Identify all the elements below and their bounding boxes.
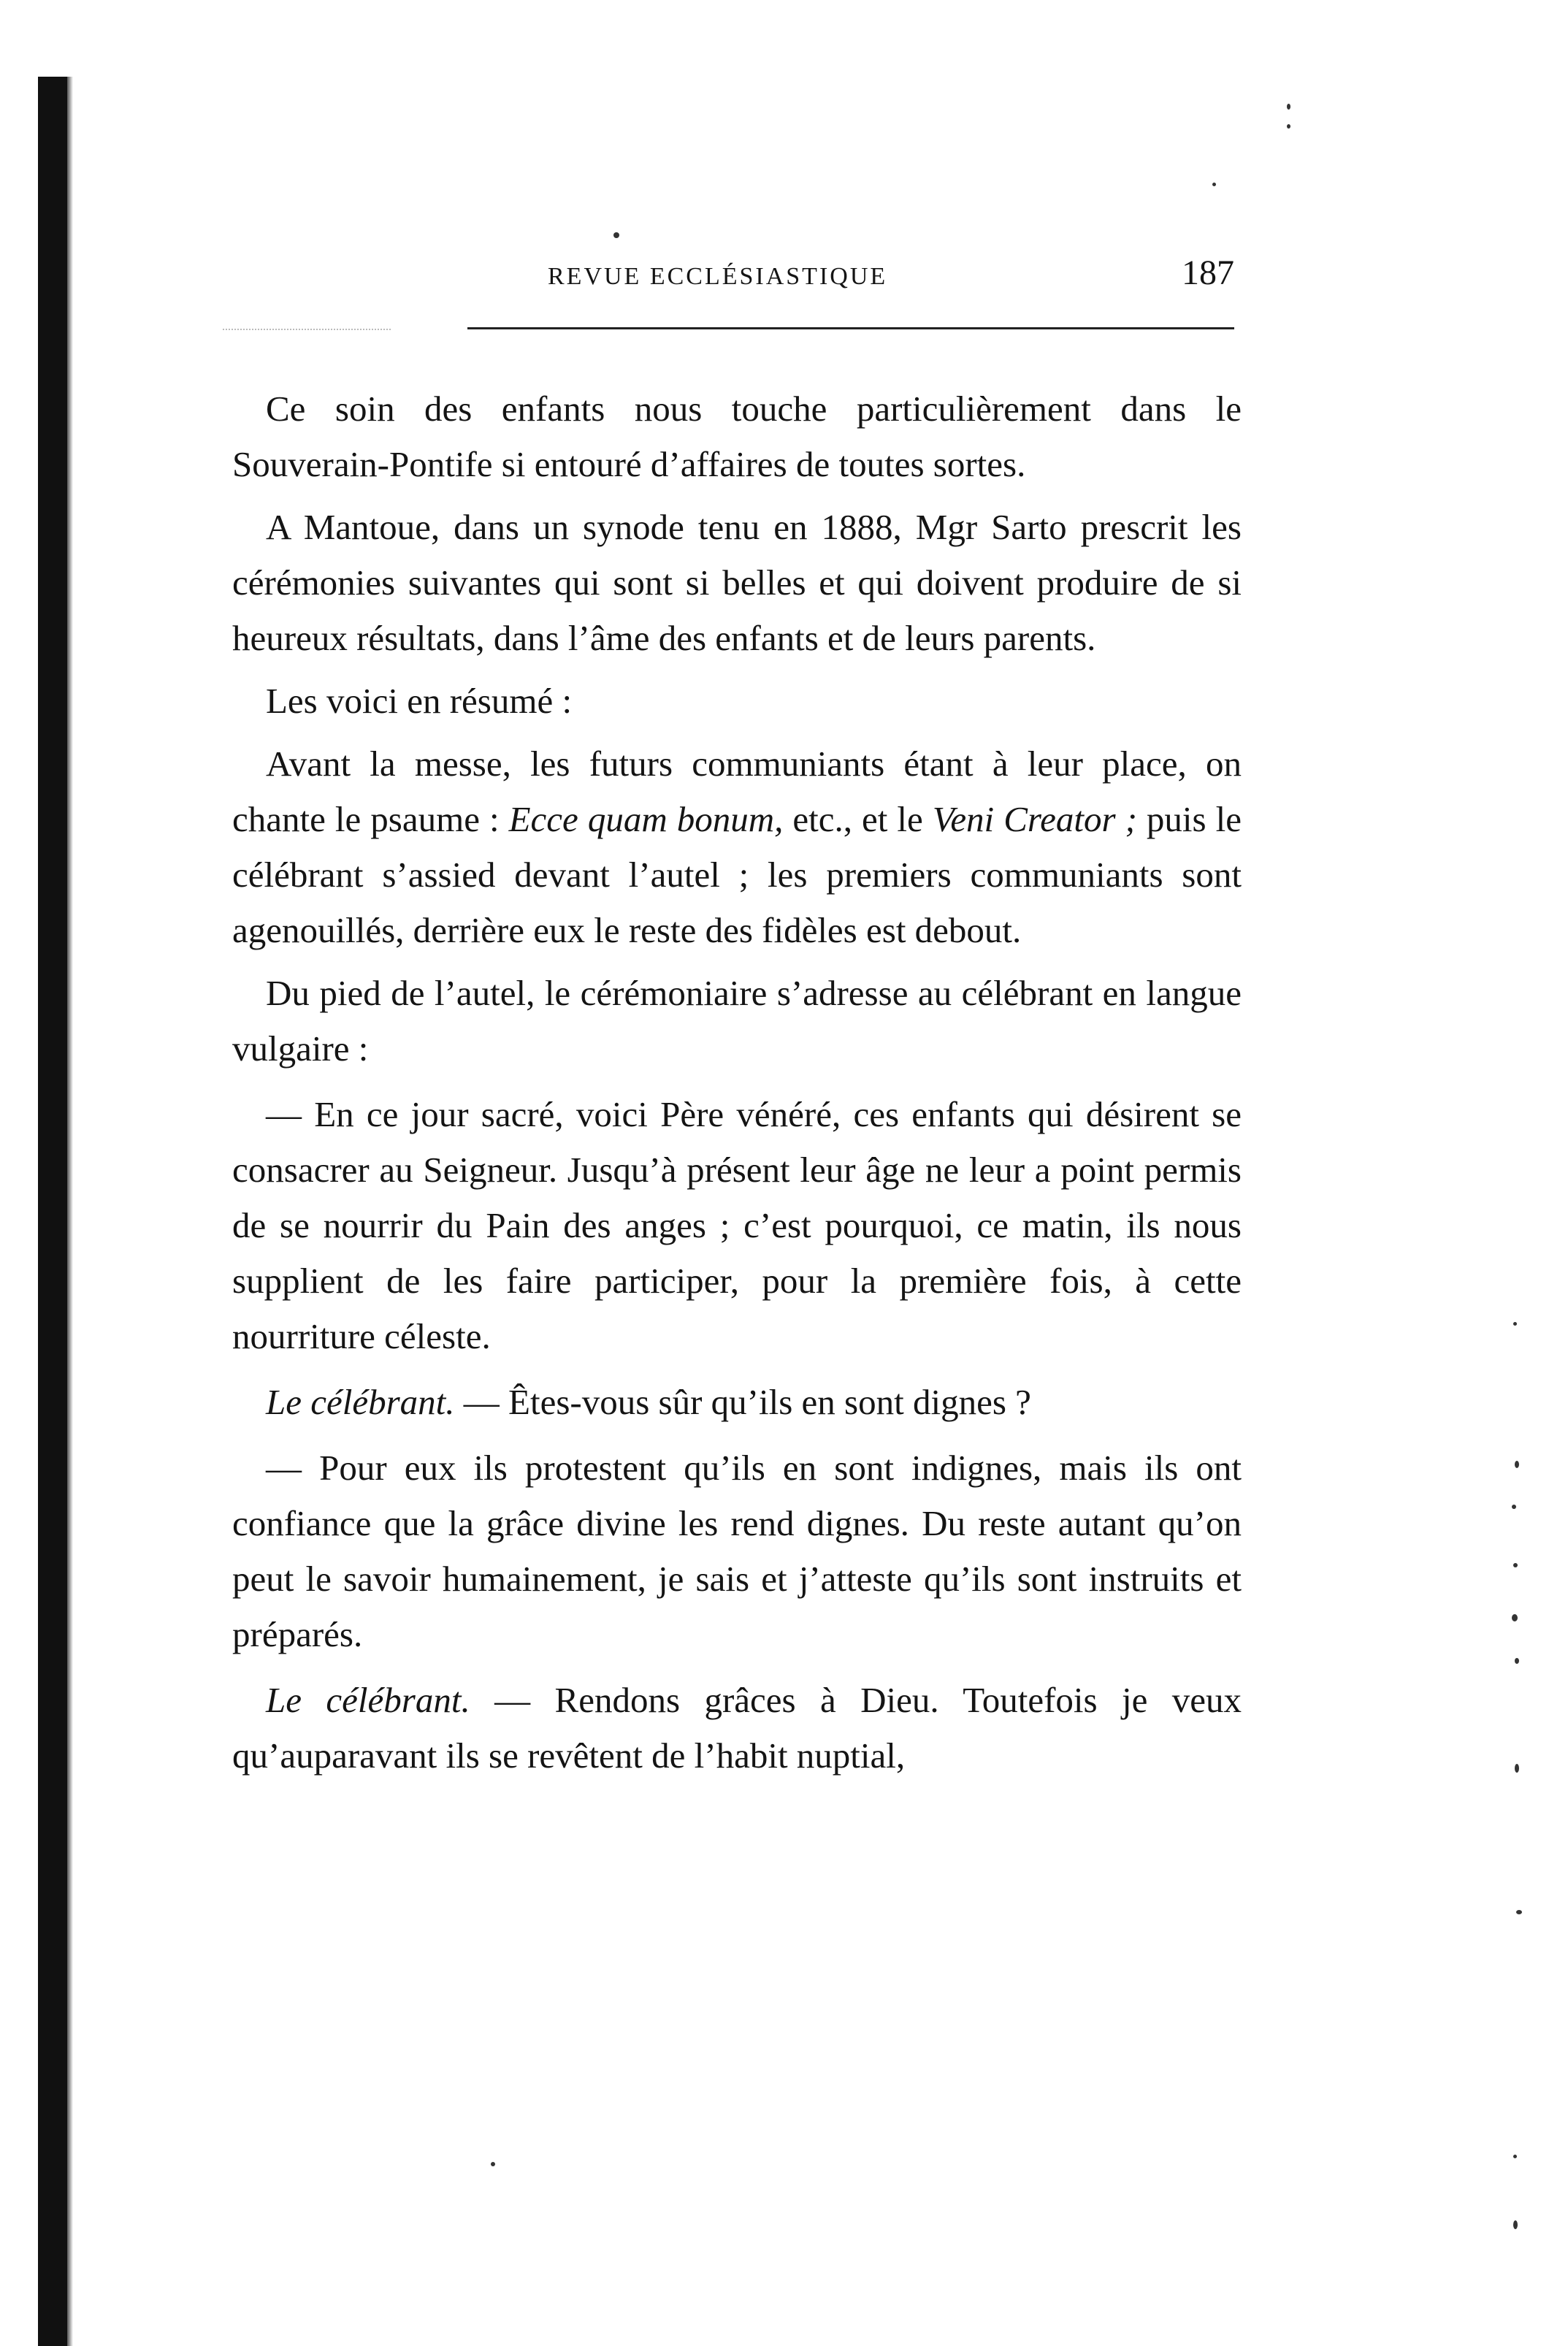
scan-speck bbox=[1515, 1764, 1519, 1773]
italic-psalm-title: Ecce quam bonum, bbox=[508, 799, 784, 839]
scan-speck bbox=[1212, 183, 1216, 186]
scan-speck bbox=[1287, 124, 1290, 129]
running-title: REVUE ECCLÉSIASTIQUE bbox=[548, 263, 888, 290]
paragraph bbox=[232, 736, 1242, 958]
scan-speck bbox=[1287, 104, 1290, 110]
paragraph: Les voici en résumé : bbox=[266, 681, 573, 721]
italic-hymn-title: Veni Creator ; bbox=[932, 799, 1137, 839]
paragraph: — Pour eux ils protestent qu’ils en sont indignes, mais ils ont confiance que la grâce divine les rend dignes. Du reste autant qu’on peut le savoir humainement, je sais et j’atteste qu’ils sont instruits et préparés. bbox=[232, 1448, 1242, 1654]
page-edge-shadow bbox=[67, 77, 73, 2346]
paragraph: Ce soin des enfants nous touche particulièrement dans le Souverain-Pontife si entouré d’affaires de toutes sortes. bbox=[232, 389, 1242, 484]
scan-speck bbox=[1513, 1322, 1517, 1326]
scan-speck bbox=[1515, 1461, 1519, 1468]
page-number: 187 bbox=[1182, 253, 1234, 292]
speaker-label: Le célébrant. bbox=[266, 1680, 470, 1720]
text-run: Avant la messe, les futurs communiants étant à leur place, on chante le psaume : bbox=[232, 744, 1242, 839]
scan-speck bbox=[1513, 1563, 1518, 1567]
scan-speck bbox=[1512, 1614, 1518, 1621]
paragraph: — En ce jour sacré, voici Père vénéré, ces enfants qui désirent se consacrer au Seigneur. Jusqu’à présent leur âge ne leur a point permis de se nourrir du Pain des anges ; c’est pourquoi, ce matin, ils nous supplient de les faire participer, pour la première fois, à cette nourriture céleste. bbox=[232, 1094, 1242, 1356]
header-rule-faint bbox=[223, 329, 391, 330]
body-text bbox=[232, 381, 1242, 1791]
scan-speck bbox=[1515, 1658, 1519, 1664]
text-run: puis le célébrant s’assied devant l’autel ; les premiers communiants sont agenouillés, derrière eux le reste des fidèles est debout. bbox=[232, 799, 1242, 950]
header-rule bbox=[467, 327, 1234, 329]
text-run: — Rendons grâces à Dieu. Toutefois je veux qu’auparavant ils se revêtent de l’habit nuptial, bbox=[232, 1680, 1242, 1776]
speaker-label: Le célébrant. bbox=[266, 1382, 455, 1422]
scanned-page-edge bbox=[38, 77, 67, 2346]
paragraph bbox=[232, 1673, 1242, 1784]
paragraph bbox=[232, 1375, 1242, 1430]
text-run: — Êtes-vous sûr qu’ils en sont dignes ? bbox=[454, 1382, 1031, 1422]
scan-speck bbox=[613, 232, 619, 238]
paragraph: Du pied de l’autel, le cérémoniaire s’adresse au célébrant en langue vulgaire : bbox=[232, 973, 1242, 1069]
scan-speck bbox=[1513, 2155, 1517, 2158]
page-header bbox=[241, 250, 1234, 301]
scan-speck bbox=[491, 2162, 495, 2166]
scan-speck bbox=[1516, 1910, 1522, 1914]
paragraph: A Mantoue, dans un synode tenu en 1888, Mgr Sarto prescrit les cérémonies suivantes qui sont si belles et qui doivent produire de si heureux résultats, dans l’âme des enfants et de leurs parents. bbox=[232, 507, 1242, 658]
scan-speck bbox=[1513, 2220, 1518, 2229]
text-run: etc., et le bbox=[783, 799, 933, 839]
scan-speck bbox=[1512, 1505, 1516, 1509]
